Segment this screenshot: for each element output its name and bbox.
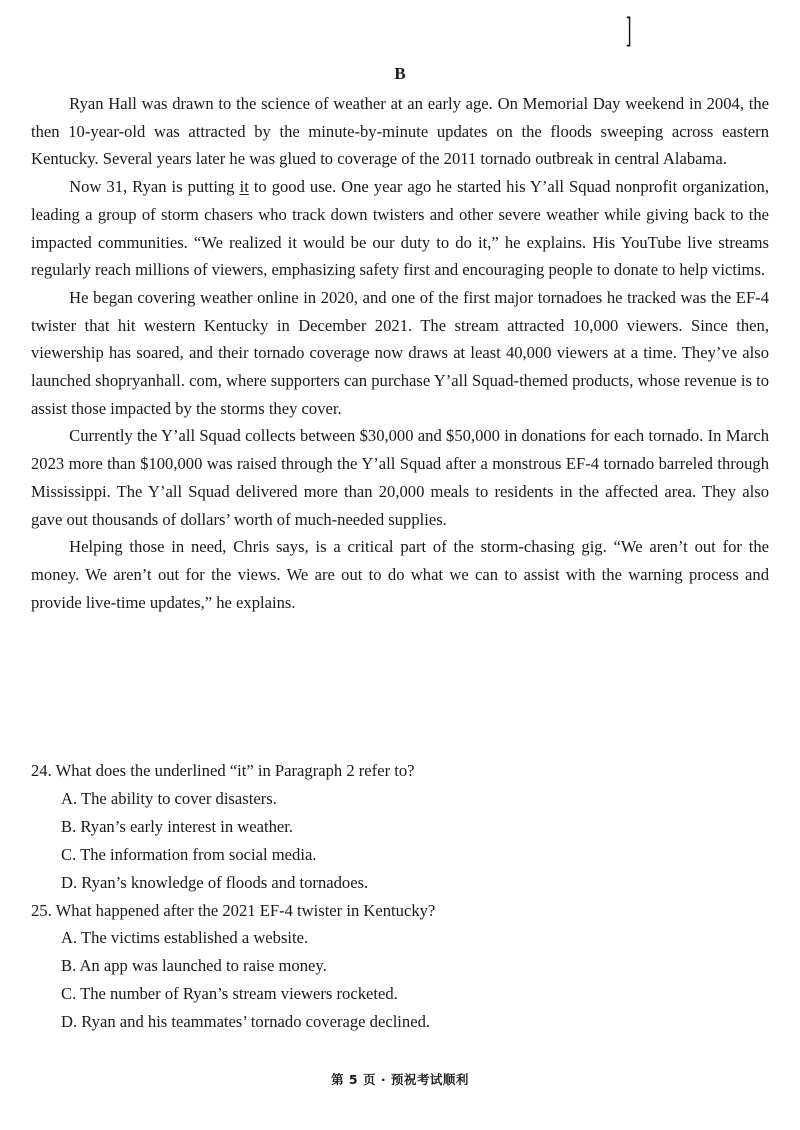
question-24 [31, 757, 771, 897]
paragraph-3: He began covering weather online in 2020, and one of the first major tornadoes he tracked was the EF-4 twister that hit western Kentucky in December 2021. The stream attracted 10,000 viewers. Since then, viewership has soared, and their tornado coverage now draws at least 40,000 viewers at a time. They’ve also launched shopryanhall. com, where supporters can purchase Y’all Squad-themed products, whose revenue is to assist those impacted by the storms they cover. [31, 287, 769, 418]
option-d: D. Ryan’s knowledge of floods and tornadoes. [61, 872, 369, 892]
paragraph-2-start: Now 31, Ryan is putting [69, 177, 240, 197]
option-list [31, 924, 771, 1036]
question-list [31, 757, 771, 1036]
paragraph-2 [31, 173, 769, 284]
option-c: C. The information from social media. [61, 844, 317, 864]
section-title: B [394, 64, 406, 83]
option-a: A. The ability to cover disasters. [61, 788, 277, 808]
option-list [31, 785, 771, 897]
option-b: B. An app was launched to raise money. [61, 956, 327, 976]
option-c: C. The number of Ryan’s stream viewers rocketed. [61, 984, 398, 1004]
question-stem: 25. What happened after the 2021 EF-4 twister in Kentucky? [31, 900, 436, 920]
option-b: B. Ryan’s early interest in weather. [61, 816, 294, 836]
reading-passage [31, 90, 769, 616]
option-a: A. The victims established a website. [61, 928, 309, 948]
page-footer: 第 5 页 · 预祝考试顺利 [331, 1072, 469, 1087]
question-25 [31, 897, 771, 1037]
paragraph-5: Helping those in need, Chris says, is a critical part of the storm-chasing gig. “We aren’t out for the money. We aren’t out for the views. We are out to do what we can to assist with the warning process and provide live-time updates,” he explains. [31, 537, 769, 612]
paragraph-2-rest: to good use. One year ago he started his Y’all Squad nonprofit organization, leading a group of storm chasers who track down twisters and other severe weather while giving back to the impacted communities. “We realized it would be our duty to do it,” he explains. His YouTube live streams regularly reach millions of viewers, emphasizing safety first and encouraging people to donate to help victims. [31, 177, 769, 280]
underlined-it: it [239, 177, 249, 197]
question-stem: 24. What does the underlined “it” in Paragraph 2 refer to? [31, 761, 415, 780]
paragraph-1: Ryan Hall was drawn to the science of weather at an early age. On Memorial Day weekend in 2004, the then 10-year-old was attracted by the minute-by-minute updates on the floods sweeping across eastern Kentucky. Several years later he was glued to coverage of the 2011 tornado outbreak in central Alabama. [31, 94, 769, 169]
binding-mark: ] [625, 11, 632, 51]
option-d: D. Ryan and his teammates’ tornado coverage declined. [61, 1012, 431, 1032]
paragraph-4: Currently the Y’all Squad collects between $30,000 and $50,000 in donations for each tornado. In March 2023 more than $100,000 was raised through the Y’all Squad after a monstrous EF-4 tornado barreled through Mississippi. The Y’all Squad delivered more than 20,000 meals to residents in the affected area. They also gave out thousands of dollars’ worth of much-needed supplies. [31, 426, 769, 529]
